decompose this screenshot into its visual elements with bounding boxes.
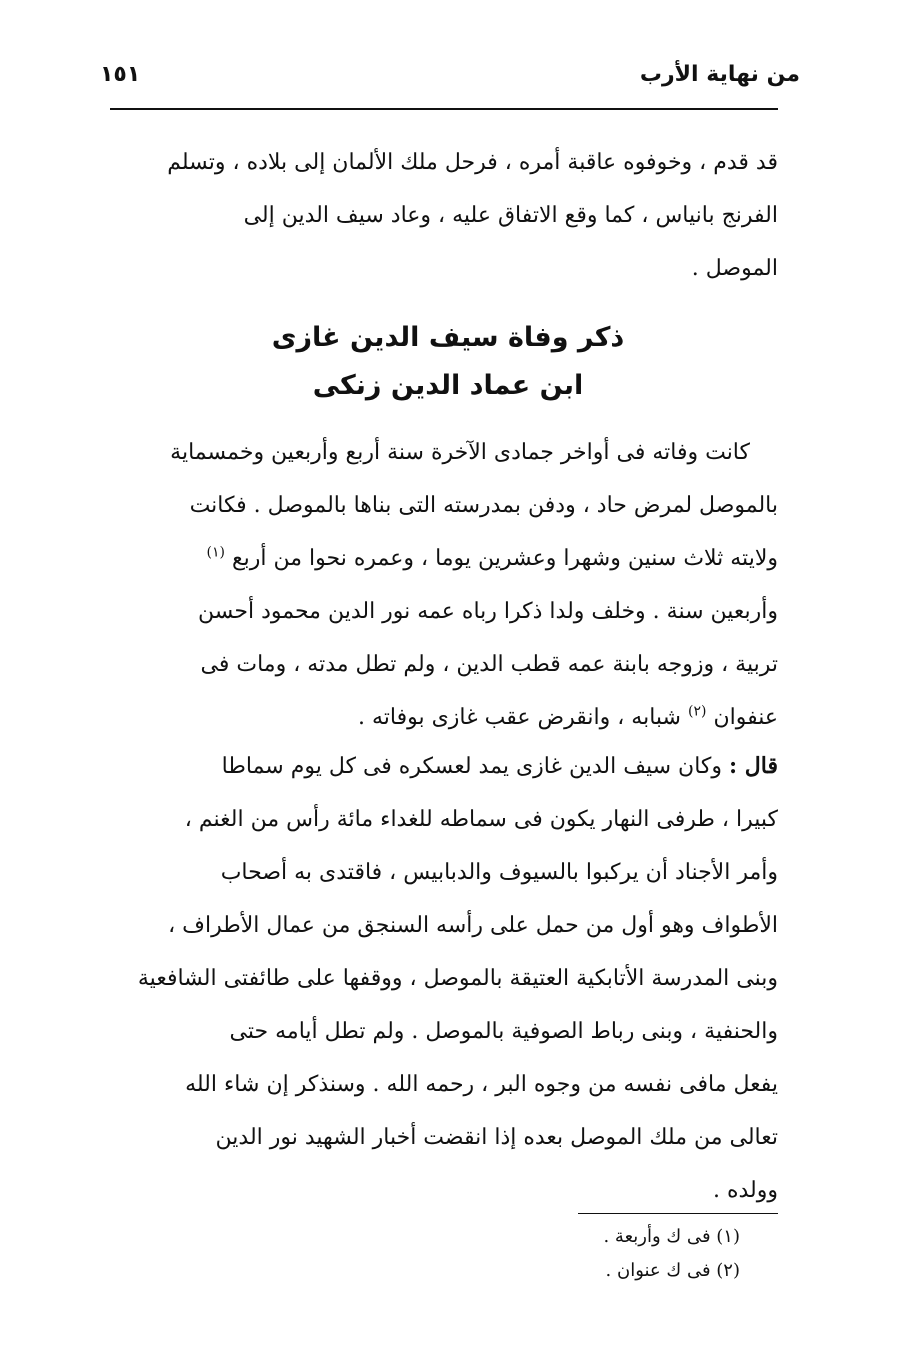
footnote-1: (١) فى ك وأربعة . (603, 1226, 740, 1247)
footnote-ref-2: (٢) (688, 703, 707, 720)
footnote-2: (٢) فى ك عنوان . (605, 1260, 740, 1281)
text-line: وبنى المدرسة الأتابكية العتيقة بالموصل ، ووقفها على طائفتى الشافعية (137, 966, 778, 991)
page-number: ١٥١ (100, 62, 141, 87)
text-segment: ولايته ثلاث سنين وشهرا وعشرين يوما ، وعمره نحوا من أربع (231, 546, 778, 571)
text-line (118, 532, 778, 585)
text-line: وأمر الأجناد أن يركبوا بالسيوف والدبابيس ، فاقتدى به أصحاب (220, 860, 778, 885)
text-line: والحنفية ، وبنى رباط الصوفية بالموصل . ولم تطل أيامه حتى (229, 1019, 778, 1044)
text-segment: وكان سيف الدين غازى يمد لعسكره فى كل يوم سماطا (221, 754, 723, 779)
text-segment: عنفوان (713, 705, 778, 730)
footnotes (440, 1220, 740, 1288)
text-line: وولده . (712, 1178, 778, 1203)
section-heading-line-1: ذكر وفاة سيف الدين غازى (271, 322, 625, 353)
text-line: الفرنج بانياس ، كما وقع الاتفاق عليه ، وعاد سيف الدين إلى (243, 203, 778, 228)
paragraph-2 (118, 426, 778, 744)
text-line: كبيرا ، طرفى النهار يكون فى سماطه للغداء مائة رأس من الغنم ، (184, 807, 778, 832)
text-line: قد قدم ، وخوفوه عاقبة أمره ، فرحل ملك الألمان إلى بلاده ، وتسلم (167, 150, 778, 175)
footnote-ref-1: (١) (206, 544, 225, 561)
text-line: تربية ، وزوجه بابنة عمه قطب الدين ، ولم تطل مدته ، ومات فى (200, 652, 778, 677)
paragraph-3 (118, 740, 778, 1217)
text-line: يفعل مافى نفسه من وجوه البر ، رحمه الله . وسنذكر إن شاء الله (185, 1072, 778, 1097)
text-line: كانت وفاته فى أواخر جمادى الآخرة سنة أربع وأربعين وخمسماية (170, 440, 750, 465)
running-head (100, 62, 800, 102)
text-line (118, 740, 778, 793)
text-line: الأطواف وهو أول من حمل على رأسه السنجق من عمال الأطراف ، (168, 913, 778, 938)
text-line: بالموصل لمرض حاد ، ودفن بمدرسته التى بناها بالموصل . فكانت (189, 493, 778, 518)
paragraph-1 (118, 136, 778, 295)
text-line: تعالى من ملك الموصل بعده إذا انقضت أخبار الشهيد نور الدين (215, 1125, 778, 1150)
section-heading-line-2: ابن عماد الدين زنكى (312, 370, 584, 401)
qala-word: قال : (729, 753, 778, 779)
header-rule (110, 108, 778, 110)
text-segment: شبابه ، وانقرض عقب غازى بوفاته . (357, 705, 681, 730)
text-line: الموصل . (691, 256, 778, 281)
footnote-rule (578, 1213, 778, 1214)
running-title: من نهاية الأرب (639, 62, 800, 87)
text-line (118, 691, 778, 744)
text-line: وأربعين سنة . وخلف ولدا ذكرا رباه عمه نور الدين محمود أحسن (198, 599, 778, 624)
